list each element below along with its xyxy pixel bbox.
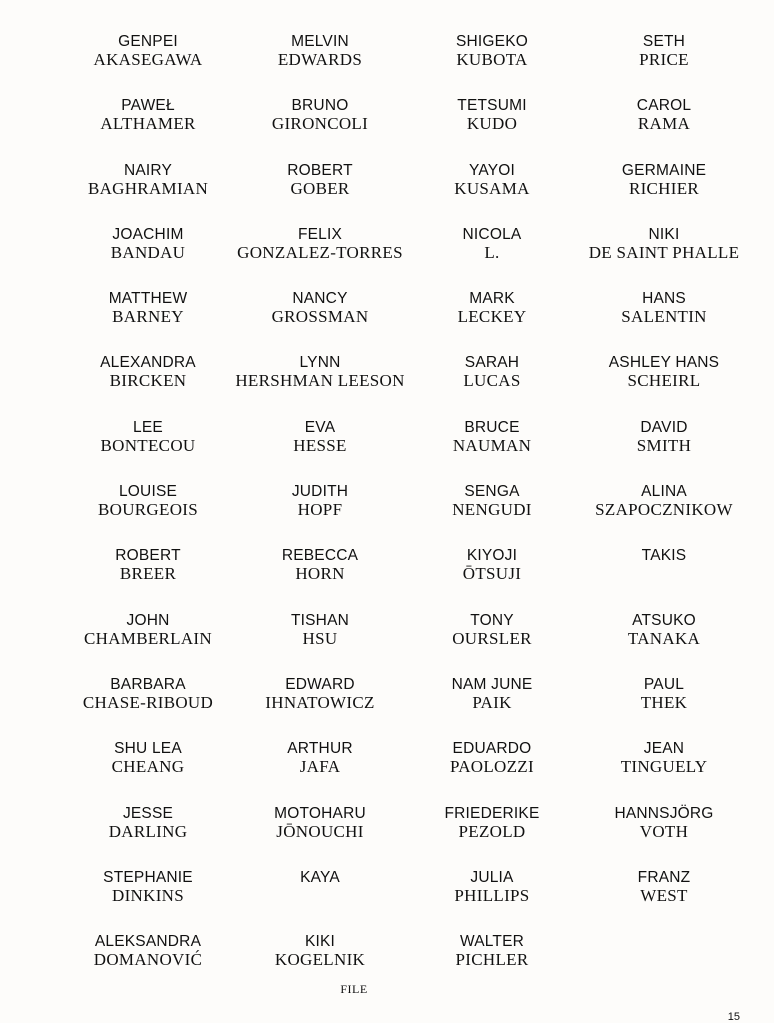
artist-entry [234,97,406,161]
artist-entry [578,483,750,547]
artist-first-name: NIKI [648,225,680,243]
artist-last-name: BANDAU [110,242,186,262]
artist-last-name: SMITH [636,435,692,455]
artist-entry [406,354,578,418]
artist-first-name: HANNSJÖRG [614,804,714,822]
artist-entry [62,354,234,418]
artist-last-name: IHNATOWICZ [265,692,375,712]
artist-last-name: KUBOTA [456,50,528,69]
artist-last-name: ALTHAMER [100,114,196,134]
artist-entry [406,290,578,354]
artist-last-name: WEST [640,885,688,905]
artist-last-name: ŌTSUJI [462,564,522,584]
artist-last-name: BAGHRAMIAN [87,178,209,198]
artist-last-name: SZAPOCZNIKOW [595,500,733,520]
artist-entry [406,740,578,804]
artist-entry [62,612,234,676]
artist-entry [406,97,578,161]
artist-last-name: DARLING [108,821,188,841]
artist-first-name: JULIA [470,868,514,886]
artist-first-name: SARAH [464,354,520,372]
artist-first-name: MARK [469,290,515,308]
artist-entry [62,483,234,547]
artist-first-name: MATTHEW [108,290,188,308]
artist-last-name: BREER [119,564,177,584]
artist-entry [406,547,578,611]
artist-first-name: TAKIS [641,547,687,565]
artist-first-name: EDUARDO [452,740,532,758]
artist-first-name: FRIEDERIKE [444,804,540,822]
artist-first-name: EDWARD [285,675,355,693]
artist-last-name: RICHIER [628,178,700,198]
artist-first-name: ALINA [641,483,687,501]
artist-entry [62,676,234,740]
artist-entry [578,290,750,354]
artist-last-name: CHASE-RIBOUD [82,692,214,712]
artist-entry [406,869,578,933]
artist-entry [62,805,234,869]
artist-entry [578,805,750,869]
artist-last-name: NAUMAN [452,435,532,455]
artist-first-name: GERMAINE [621,161,707,179]
artist-first-name: TETSUMI [457,97,527,115]
artist-entry [62,162,234,226]
artist-entry [62,547,234,611]
artist-entry [406,612,578,676]
artist-entry [578,869,750,933]
artist-first-name: MELVIN [291,33,349,50]
artist-first-name: KIKI [304,933,336,951]
artist-entry [62,869,234,933]
artist-entry [234,33,406,97]
artist-entry [234,612,406,676]
artist-first-name: NICOLA [462,225,522,243]
artist-first-name: ALEKSANDRA [94,933,202,951]
artist-entry [578,612,750,676]
artist-first-name: KIYOJI [466,547,518,565]
artist-first-name: JEAN [643,740,685,758]
artist-first-name: ATSUKO [632,611,696,629]
artist-entry [62,33,234,97]
artist-entry [578,162,750,226]
artist-first-name: ASHLEY HANS [608,354,720,372]
artist-last-name: CHAMBERLAIN [84,628,212,648]
artist-last-name: SCHEIRL [627,371,701,391]
artist-last-name: KOGELNIK [274,950,366,970]
artist-first-name: BRUNO [291,97,349,115]
artist-first-name: HANS [642,290,686,308]
artist-first-name: PAUL [643,675,685,693]
artist-first-name: FRANZ [637,868,691,886]
artist-first-name: NANCY [292,290,348,308]
artist-last-name: GONZALEZ-TORRES [237,242,403,262]
artist-first-name: ROBERT [287,161,353,179]
artist-first-name: JESSE [122,804,174,822]
artist-entry [406,676,578,740]
artist-first-name: NAIRY [123,161,173,179]
artist-last-name: PICHLER [455,950,529,970]
artist-entry [234,162,406,226]
artist-entry [578,547,750,611]
artist-first-name: TISHAN [290,611,350,629]
artist-entry [234,419,406,483]
artist-last-name: HOPF [297,500,343,520]
artist-first-name: SHIGEKO [455,33,529,50]
artist-entry [406,483,578,547]
artist-first-name: BARBARA [110,675,186,693]
artist-last-name: BONTECOU [100,435,196,455]
artist-first-name: MOTOHARU [274,804,366,822]
artist-entry [578,226,750,290]
artist-entry [406,419,578,483]
artist-entry [406,805,578,869]
artist-last-name: EDWARDS [277,50,363,69]
artist-last-name: L. [484,242,500,262]
artist-first-name: LEE [133,418,163,436]
artist-entry [234,547,406,611]
artist-entry [62,290,234,354]
artist-entry [578,97,750,161]
artist-first-name: CAROL [636,97,692,115]
artist-last-name: GIRONCOLI [271,114,369,134]
artist-first-name: SENGA [464,483,520,501]
artist-last-name: VOTH [639,821,689,841]
page-number: 15 [727,1011,740,1023]
artist-last-name: PRICE [639,50,689,69]
artist-last-name: OURSLER [452,628,532,648]
artist-entry [234,290,406,354]
artist-last-name: DE SAINT PHALLE [588,242,740,262]
artist-last-name: DINKINS [112,885,184,905]
artist-last-name: PHILLIPS [454,885,530,905]
artist-last-name: NENGUDI [452,500,532,520]
artist-first-name: REBECCA [281,547,359,565]
artist-first-name: YAYOI [468,161,516,179]
artist-first-name: LOUISE [118,483,178,501]
footer-label: FILE [340,982,368,996]
artist-last-name: TANAKA [627,628,701,648]
artist-last-name: RAMA [637,114,691,134]
artist-entry [62,419,234,483]
artist-last-name: KUDO [466,114,518,134]
artist-first-name: LYNN [299,354,341,372]
artist-last-name: BOURGEOIS [98,500,198,520]
artist-last-name: CHEANG [111,757,185,777]
artist-first-name: BRUCE [464,418,520,436]
artist-last-name: JŌNOUCHI [276,821,364,841]
artist-last-name: LECKEY [457,307,527,327]
artist-entry [62,740,234,804]
artist-entry [234,354,406,418]
artist-last-name: HESSE [293,435,347,455]
artist-first-name: JUDITH [291,483,349,501]
artist-last-name: GOBER [290,178,350,198]
artist-last-name: JAFA [299,757,341,777]
artist-entry [234,805,406,869]
artist-entry [406,226,578,290]
artist-entry [234,869,406,933]
artist-last-name: HERSHMAN LEESON [235,371,405,391]
artist-entry [406,33,578,97]
artist-entry [578,33,750,97]
artist-first-name: GENPEI [118,33,178,50]
artist-first-name: JOHN [126,611,170,629]
artist-first-name: FELIX [297,225,343,243]
artist-last-name: GROSSMAN [271,307,369,327]
artist-first-name: EVA [304,418,336,436]
artist-last-name: HORN [295,564,345,584]
artist-entry [406,162,578,226]
artist-entry [578,419,750,483]
artist-last-name: PEZOLD [458,821,526,841]
artist-first-name: DAVID [640,418,688,436]
artist-last-name: BARNEY [112,307,184,327]
artist-first-name: JOACHIM [112,225,184,243]
artist-last-name: THEK [640,692,688,712]
artist-name-grid [62,33,750,997]
artist-first-name: PAWEŁ [121,97,175,115]
artist-entry [234,676,406,740]
artist-entry [578,354,750,418]
artist-entry [578,740,750,804]
artist-last-name: AKASEGAWA [93,50,203,69]
artist-first-name: SETH [642,33,686,50]
artist-last-name: DOMANOVIĆ [93,950,203,970]
artist-first-name: ALEXANDRA [100,354,196,372]
artist-entry [578,676,750,740]
artist-entry [234,740,406,804]
artist-last-name: BIRCKEN [109,371,187,391]
artist-last-name: PAIK [472,692,512,712]
artist-first-name: ROBERT [115,547,181,565]
artist-entry [62,97,234,161]
artist-first-name: SHU LEA [114,740,182,758]
artist-last-name: KUSAMA [454,178,530,198]
artist-last-name: HSU [302,628,338,648]
artist-first-name: STEPHANIE [103,868,193,886]
artist-last-name: PAOLOZZI [450,757,534,777]
artist-last-name: TINGUELY [620,757,708,777]
artist-first-name: WALTER [459,933,525,951]
artist-last-name: LUCAS [463,371,521,391]
artist-entry [234,483,406,547]
artist-first-name: KAYA [300,868,340,886]
artist-first-name: ARTHUR [287,740,353,758]
artist-last-name: SALENTIN [621,307,707,327]
artist-first-name: TONY [470,611,514,629]
artist-first-name: NAM JUNE [451,675,533,693]
artist-entry [62,226,234,290]
artist-entry [234,226,406,290]
